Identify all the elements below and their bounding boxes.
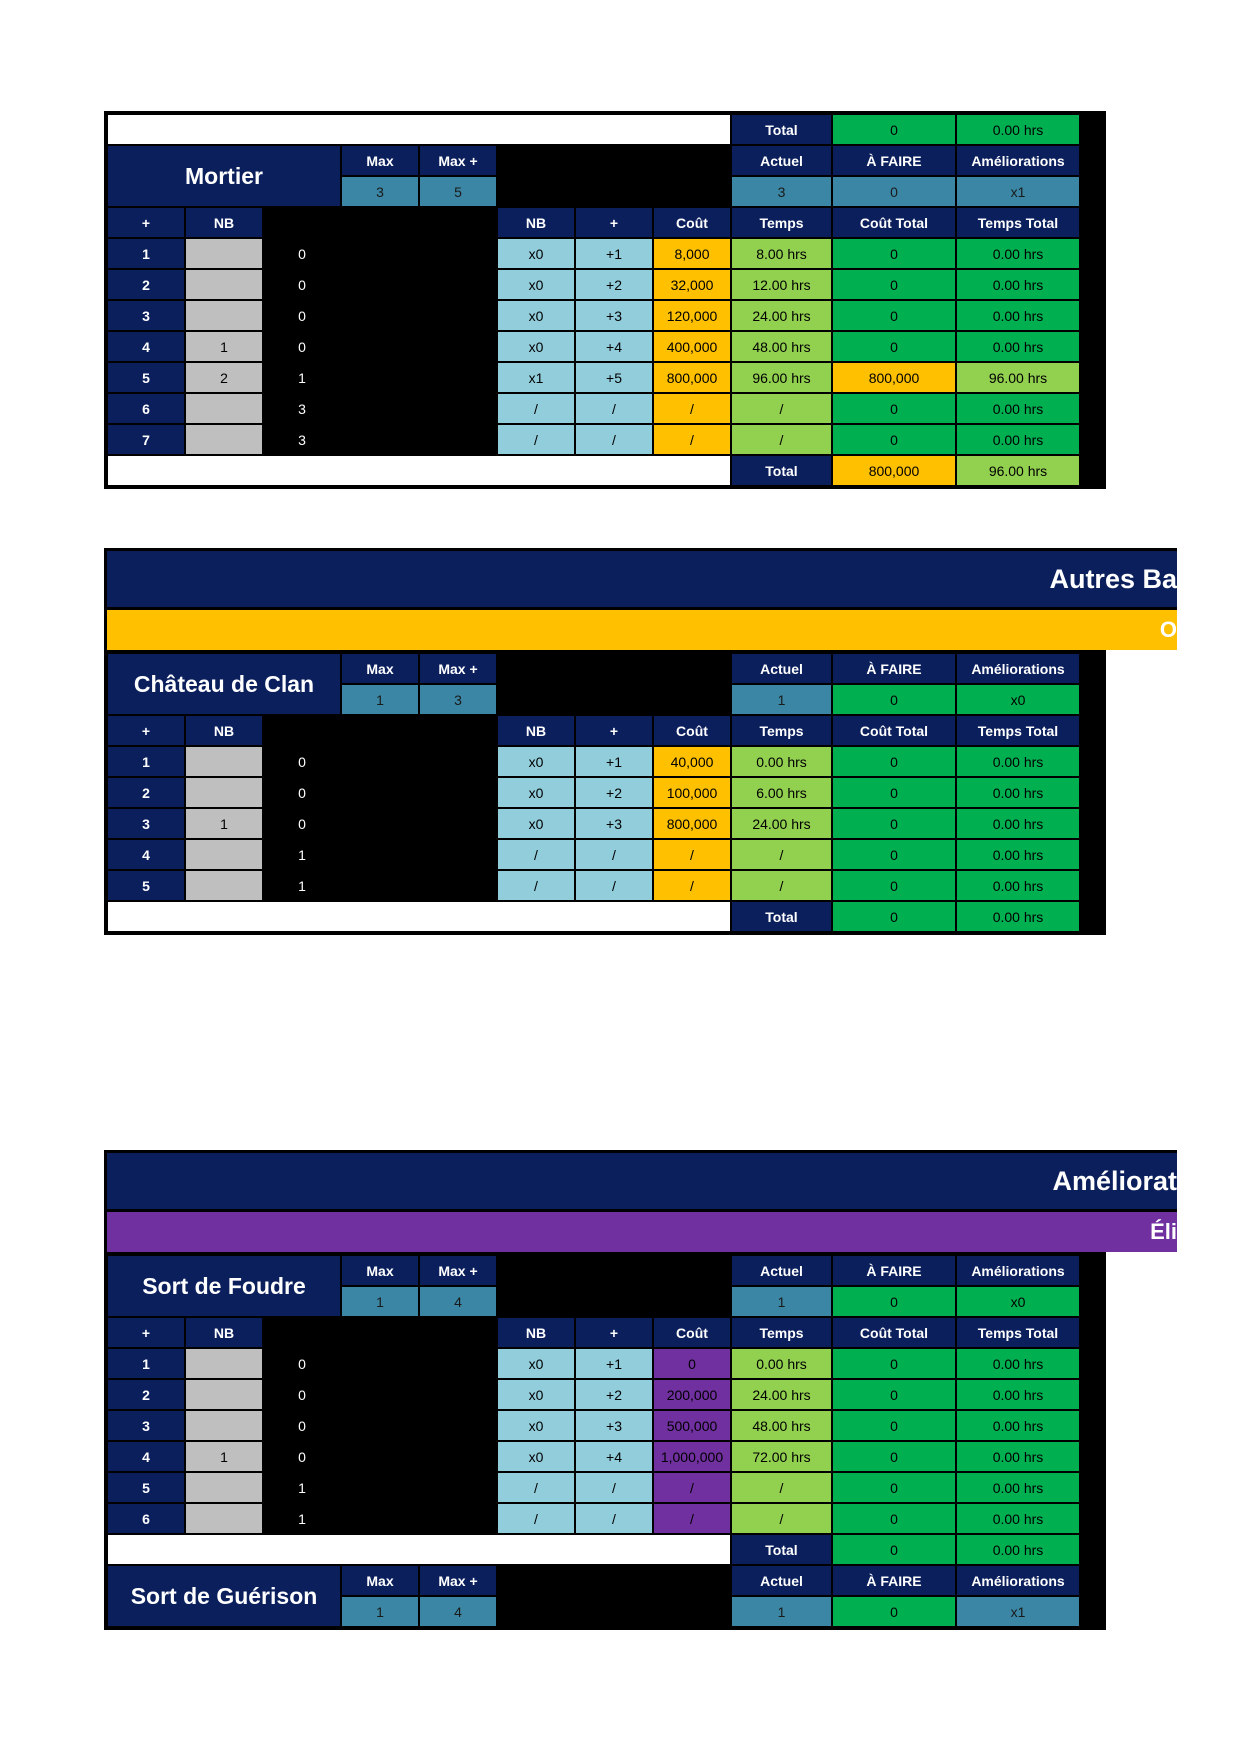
amel-value: x0 (956, 684, 1080, 715)
row-plus: / (575, 1472, 653, 1503)
row-cost: / (653, 839, 731, 870)
amel-header: Améliorations (956, 1565, 1080, 1596)
col-header-cost: Coût (653, 715, 731, 746)
filler (341, 746, 497, 777)
total-cost: 0 (832, 901, 956, 932)
filler (341, 1503, 497, 1534)
col-header-time-total: Temps Total (956, 207, 1080, 238)
row-cost: 800,000 (653, 808, 731, 839)
row-time: / (731, 424, 832, 455)
row-cost-total: 0 (832, 808, 956, 839)
row-cost: / (653, 870, 731, 901)
foudre-table (104, 1252, 1106, 1630)
row-time-total: 0.00 hrs (956, 393, 1080, 424)
row-nb-input: 1 (185, 808, 263, 839)
row-time: 8.00 hrs (731, 238, 832, 269)
row-value: 1 (263, 870, 341, 901)
max-value: 1 (341, 1596, 419, 1627)
row-time-total: 0.00 hrs (956, 1503, 1080, 1534)
filler (341, 300, 497, 331)
row-time: 48.00 hrs (731, 1410, 832, 1441)
row-cost: 800,000 (653, 362, 731, 393)
col-header-time: Temps (731, 207, 832, 238)
row-value: 0 (263, 1410, 341, 1441)
col-header-nb2: NB (497, 715, 575, 746)
row-cost-total: 0 (832, 1348, 956, 1379)
section-title: Mortier (107, 145, 341, 207)
row-nb-input (185, 1472, 263, 1503)
autres-banner (104, 548, 1177, 610)
section-title: Sort de Guérison (107, 1565, 341, 1627)
maxplus-value: 4 (419, 1286, 497, 1317)
row-level: 4 (107, 839, 185, 870)
afaire-header: À FAIRE (832, 1255, 956, 1286)
row-multiplier: x0 (497, 238, 575, 269)
row-plus: +1 (575, 1348, 653, 1379)
col-header-time: Temps (731, 1317, 832, 1348)
row-plus: +1 (575, 746, 653, 777)
row-multiplier: x0 (497, 1348, 575, 1379)
row-nb-input: 1 (185, 331, 263, 362)
row-level: 6 (107, 1503, 185, 1534)
filler (263, 207, 497, 238)
total-blank (107, 455, 731, 486)
row-multiplier: / (497, 839, 575, 870)
autres-strip-text: O (1159, 617, 1177, 642)
row-value: 3 (263, 424, 341, 455)
actuel-value: 1 (731, 1596, 832, 1627)
row-multiplier: / (497, 870, 575, 901)
row-cost: 1,000,000 (653, 1441, 731, 1472)
row-multiplier: / (497, 424, 575, 455)
row-nb-input (185, 870, 263, 901)
col-header-plus2: + (575, 715, 653, 746)
actuel-value: 1 (731, 684, 832, 715)
row-cost-total: 0 (832, 746, 956, 777)
row-value: 0 (263, 300, 341, 331)
amel-header: Améliorations (956, 653, 1080, 684)
row-time-total: 0.00 hrs (956, 839, 1080, 870)
row-nb-input (185, 839, 263, 870)
row-plus: +2 (575, 1379, 653, 1410)
filler (341, 1441, 497, 1472)
row-multiplier: / (497, 393, 575, 424)
row-cost-total: 0 (832, 777, 956, 808)
row-cost-total: 0 (832, 1503, 956, 1534)
row-plus: +3 (575, 808, 653, 839)
row-cost: 40,000 (653, 746, 731, 777)
max-value: 1 (341, 1286, 419, 1317)
amel-value: x1 (956, 1596, 1080, 1627)
row-level: 3 (107, 808, 185, 839)
row-level: 5 (107, 870, 185, 901)
row-cost: / (653, 1503, 731, 1534)
row-cost-total: 0 (832, 331, 956, 362)
row-cost-total: 0 (832, 839, 956, 870)
row-time-total: 0.00 hrs (956, 331, 1080, 362)
max-value: 3 (341, 176, 419, 207)
afaire-header: À FAIRE (832, 145, 956, 176)
row-value: 0 (263, 746, 341, 777)
row-time: 48.00 hrs (731, 331, 832, 362)
row-value: 0 (263, 238, 341, 269)
actuel-header: Actuel (731, 1565, 832, 1596)
row-level: 1 (107, 238, 185, 269)
filler (341, 1379, 497, 1410)
row-nb-input (185, 1410, 263, 1441)
row-value: 0 (263, 331, 341, 362)
row-plus: +2 (575, 269, 653, 300)
filler (341, 362, 497, 393)
filler (263, 1317, 497, 1348)
row-level: 6 (107, 393, 185, 424)
row-plus: / (575, 839, 653, 870)
filler (341, 238, 497, 269)
row-time-total: 0.00 hrs (956, 1379, 1080, 1410)
col-header-time-total: Temps Total (956, 715, 1080, 746)
filler (341, 1348, 497, 1379)
actuel-header: Actuel (731, 145, 832, 176)
row-time: / (731, 1472, 832, 1503)
row-cost-total: 0 (832, 300, 956, 331)
foudre-section (104, 1252, 1106, 1630)
row-multiplier: x0 (497, 331, 575, 362)
row-plus: +3 (575, 1410, 653, 1441)
col-header-cost: Coût (653, 207, 731, 238)
top-blank (107, 114, 731, 145)
row-value: 1 (263, 362, 341, 393)
row-cost: 100,000 (653, 777, 731, 808)
total-time: 0.00 hrs (956, 1534, 1080, 1565)
row-cost-total: 0 (832, 238, 956, 269)
row-cost-total: 0 (832, 1441, 956, 1472)
row-nb-input (185, 1379, 263, 1410)
row-time: / (731, 839, 832, 870)
total-label: Total (731, 901, 832, 932)
maxplus-header: Max + (419, 145, 497, 176)
col-header-plus: + (107, 715, 185, 746)
row-time: 12.00 hrs (731, 269, 832, 300)
row-time-total: 0.00 hrs (956, 808, 1080, 839)
maxplus-header: Max + (419, 1565, 497, 1596)
filler (341, 777, 497, 808)
top-total-label: Total (731, 114, 832, 145)
afaire-value: 0 (832, 1286, 956, 1317)
row-nb-input (185, 1348, 263, 1379)
row-value: 1 (263, 1503, 341, 1534)
amel-header: Améliorations (956, 1255, 1080, 1286)
row-level: 5 (107, 1472, 185, 1503)
total-label: Total (731, 1534, 832, 1565)
row-nb-input (185, 269, 263, 300)
row-time: 0.00 hrs (731, 1348, 832, 1379)
mortier-section (104, 111, 1106, 489)
maxplus-header: Max + (419, 653, 497, 684)
total-cost: 0 (832, 1534, 956, 1565)
row-cost: 200,000 (653, 1379, 731, 1410)
chateau-table (104, 650, 1106, 935)
total-blank (107, 901, 731, 932)
row-cost-total: 0 (832, 393, 956, 424)
row-level: 2 (107, 1379, 185, 1410)
col-header-plus2: + (575, 207, 653, 238)
row-time: 6.00 hrs (731, 777, 832, 808)
row-cost: / (653, 393, 731, 424)
amel-value: x0 (956, 1286, 1080, 1317)
filler (341, 393, 497, 424)
row-time-total: 96.00 hrs (956, 362, 1080, 393)
row-value: 0 (263, 1379, 341, 1410)
row-multiplier: x0 (497, 1410, 575, 1441)
amel-header: Améliorations (956, 145, 1080, 176)
row-multiplier: x0 (497, 746, 575, 777)
row-nb-input (185, 238, 263, 269)
row-time-total: 0.00 hrs (956, 870, 1080, 901)
row-time: 96.00 hrs (731, 362, 832, 393)
row-time: / (731, 1503, 832, 1534)
row-plus: +3 (575, 300, 653, 331)
filler (341, 424, 497, 455)
row-cost-total: 0 (832, 1379, 956, 1410)
row-multiplier: x0 (497, 1379, 575, 1410)
total-label: Total (731, 455, 832, 486)
row-nb-input (185, 777, 263, 808)
max-header: Max (341, 1255, 419, 1286)
actuel-header: Actuel (731, 653, 832, 684)
afaire-value: 0 (832, 1596, 956, 1627)
row-time-total: 0.00 hrs (956, 1441, 1080, 1472)
row-time: 0.00 hrs (731, 746, 832, 777)
row-plus: / (575, 424, 653, 455)
row-cost-total: 0 (832, 269, 956, 300)
filler (263, 715, 497, 746)
row-cost-total: 0 (832, 870, 956, 901)
filler (497, 1255, 731, 1317)
amelior-banner (104, 1150, 1177, 1212)
row-multiplier: x0 (497, 777, 575, 808)
row-value: 3 (263, 393, 341, 424)
filler (497, 1565, 731, 1627)
row-time-total: 0.00 hrs (956, 1410, 1080, 1441)
row-value: 0 (263, 1441, 341, 1472)
autres-banner-text: Autres Ba (1049, 563, 1177, 594)
row-time-total: 0.00 hrs (956, 1348, 1080, 1379)
row-time-total: 0.00 hrs (956, 269, 1080, 300)
max-value: 1 (341, 684, 419, 715)
mortier-table (104, 111, 1106, 489)
row-level: 2 (107, 269, 185, 300)
row-time: 24.00 hrs (731, 300, 832, 331)
row-level: 2 (107, 777, 185, 808)
row-value: 1 (263, 839, 341, 870)
row-cost: 120,000 (653, 300, 731, 331)
row-multiplier: x1 (497, 362, 575, 393)
row-plus: +4 (575, 1441, 653, 1472)
filler (341, 1472, 497, 1503)
filler (341, 808, 497, 839)
actuel-value: 3 (731, 176, 832, 207)
row-time: 24.00 hrs (731, 808, 832, 839)
row-time-total: 0.00 hrs (956, 777, 1080, 808)
row-plus: +5 (575, 362, 653, 393)
col-header-plus: + (107, 1317, 185, 1348)
col-header-time-total: Temps Total (956, 1317, 1080, 1348)
row-cost: 32,000 (653, 269, 731, 300)
total-cost: 800,000 (832, 455, 956, 486)
row-level: 7 (107, 424, 185, 455)
amel-value: x1 (956, 176, 1080, 207)
row-multiplier: / (497, 1472, 575, 1503)
row-cost: 500,000 (653, 1410, 731, 1441)
row-nb-input: 2 (185, 362, 263, 393)
afaire-header: À FAIRE (832, 653, 956, 684)
chateau-section (104, 650, 1106, 935)
row-time-total: 0.00 hrs (956, 238, 1080, 269)
row-time: 24.00 hrs (731, 1379, 832, 1410)
row-plus: / (575, 393, 653, 424)
afaire-value: 0 (832, 176, 956, 207)
col-header-nb2: NB (497, 207, 575, 238)
row-multiplier: x0 (497, 1441, 575, 1472)
row-plus: +2 (575, 777, 653, 808)
row-multiplier: x0 (497, 300, 575, 331)
maxplus-value: 5 (419, 176, 497, 207)
filler (341, 839, 497, 870)
maxplus-value: 4 (419, 1596, 497, 1627)
col-header-time: Temps (731, 715, 832, 746)
row-cost-total: 0 (832, 1472, 956, 1503)
row-time-total: 0.00 hrs (956, 1472, 1080, 1503)
row-plus: / (575, 1503, 653, 1534)
afaire-header: À FAIRE (832, 1565, 956, 1596)
row-time: / (731, 870, 832, 901)
row-nb-input (185, 300, 263, 331)
section-title: Château de Clan (107, 653, 341, 715)
max-header: Max (341, 1565, 419, 1596)
amelior-banner-text: Améliorat (1052, 1165, 1177, 1196)
row-time-total: 0.00 hrs (956, 300, 1080, 331)
section-title: Sort de Foudre (107, 1255, 341, 1317)
col-header-cost: Coût (653, 1317, 731, 1348)
filler (497, 145, 731, 207)
row-level: 4 (107, 1441, 185, 1472)
row-value: 0 (263, 1348, 341, 1379)
max-header: Max (341, 653, 419, 684)
row-cost: / (653, 424, 731, 455)
filler (341, 269, 497, 300)
row-time-total: 0.00 hrs (956, 746, 1080, 777)
row-plus: / (575, 870, 653, 901)
row-value: 1 (263, 1472, 341, 1503)
top-total-cost: 0 (832, 114, 956, 145)
maxplus-header: Max + (419, 1255, 497, 1286)
col-header-nb: NB (185, 715, 263, 746)
col-header-plus: + (107, 207, 185, 238)
row-nb-input (185, 746, 263, 777)
total-blank (107, 1534, 731, 1565)
actuel-value: 1 (731, 1286, 832, 1317)
row-cost: 8,000 (653, 238, 731, 269)
total-time: 0.00 hrs (956, 901, 1080, 932)
row-cost: / (653, 1472, 731, 1503)
autres-strip (104, 610, 1177, 650)
filler (341, 870, 497, 901)
row-cost-total: 800,000 (832, 362, 956, 393)
col-header-nb: NB (185, 207, 263, 238)
row-value: 0 (263, 269, 341, 300)
row-cost-total: 0 (832, 424, 956, 455)
row-nb-input: 1 (185, 1441, 263, 1472)
row-time: / (731, 393, 832, 424)
row-time-total: 0.00 hrs (956, 424, 1080, 455)
row-plus: +4 (575, 331, 653, 362)
col-header-cost-total: Coût Total (832, 207, 956, 238)
row-cost-total: 0 (832, 1410, 956, 1441)
total-time: 96.00 hrs (956, 455, 1080, 486)
max-header: Max (341, 145, 419, 176)
row-level: 1 (107, 1348, 185, 1379)
row-cost: 0 (653, 1348, 731, 1379)
row-level: 5 (107, 362, 185, 393)
amelior-strip-text: Éli (1150, 1219, 1177, 1244)
row-nb-input (185, 1503, 263, 1534)
row-plus: +1 (575, 238, 653, 269)
col-header-plus2: + (575, 1317, 653, 1348)
row-level: 1 (107, 746, 185, 777)
amelior-strip (104, 1212, 1177, 1252)
filler (341, 331, 497, 362)
row-nb-input (185, 424, 263, 455)
row-value: 0 (263, 777, 341, 808)
row-time: 72.00 hrs (731, 1441, 832, 1472)
row-cost: 400,000 (653, 331, 731, 362)
col-header-cost-total: Coût Total (832, 715, 956, 746)
row-level: 3 (107, 1410, 185, 1441)
col-header-nb: NB (185, 1317, 263, 1348)
row-multiplier: x0 (497, 269, 575, 300)
col-header-cost-total: Coût Total (832, 1317, 956, 1348)
row-multiplier: / (497, 1503, 575, 1534)
row-nb-input (185, 393, 263, 424)
col-header-nb2: NB (497, 1317, 575, 1348)
afaire-value: 0 (832, 684, 956, 715)
filler (497, 653, 731, 715)
actuel-header: Actuel (731, 1255, 832, 1286)
row-level: 4 (107, 331, 185, 362)
top-total-time: 0.00 hrs (956, 114, 1080, 145)
row-value: 0 (263, 808, 341, 839)
filler (341, 1410, 497, 1441)
row-level: 3 (107, 300, 185, 331)
row-multiplier: x0 (497, 808, 575, 839)
maxplus-value: 3 (419, 684, 497, 715)
